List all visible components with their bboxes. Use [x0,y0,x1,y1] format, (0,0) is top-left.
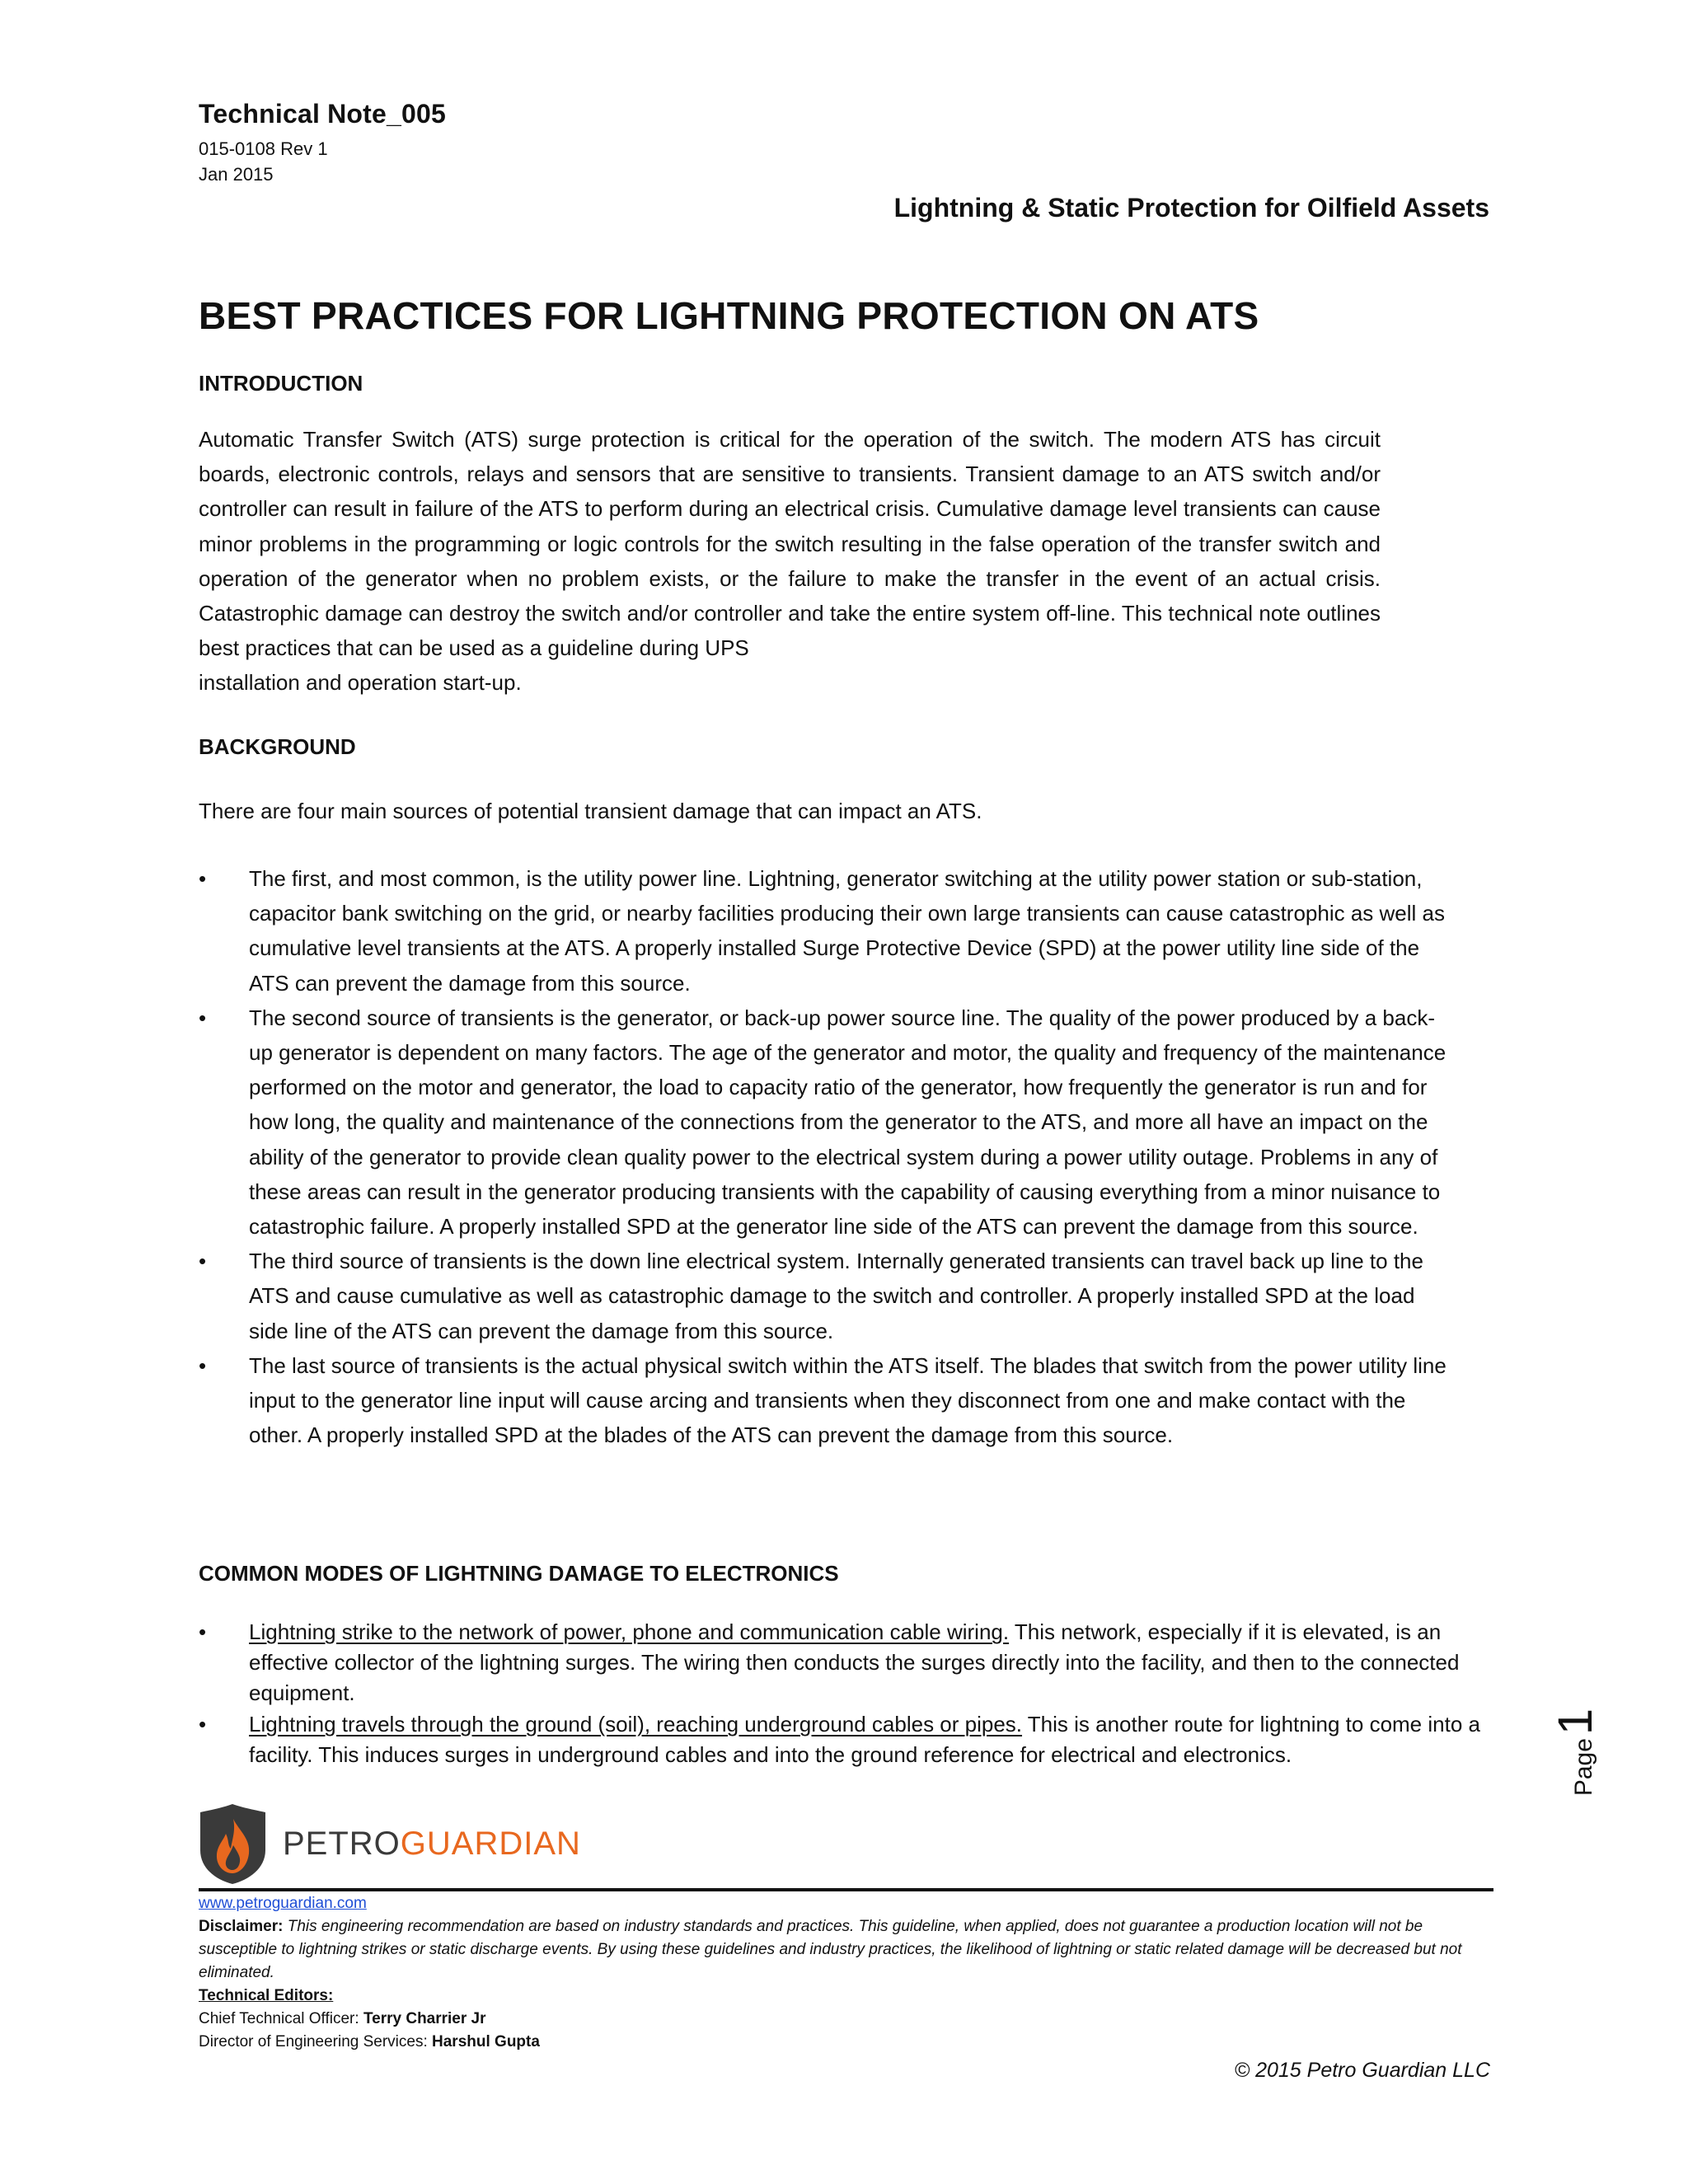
list-item-text: The first, and most common, is the utility power line. Lightning, generator switching at the utility power station or sub-station, capacitor bank switching on the grid, or nearby facilities producing their own large transients can cause catastrophic as well as cumulative level transients at the ATS. A properly installed Surge Protective Device (SPD) at the power utility line side of the ATS can prevent the damage from this source. [249,866,1445,996]
cto-name: Terry Charrier Jr [363,2010,486,2027]
copyright: © 2015 Petro Guardian LLC [1234,2059,1490,2082]
list-item [199,1709,1484,1770]
list-item [199,1617,1484,1708]
page-number-value: 1 [1549,1708,1602,1736]
list-item-lead: Lightning strike to the network of power, phone and communication cable wiring. [249,1619,1010,1644]
list-item [199,861,1451,1001]
bullet-icon: • [199,866,207,891]
section-heading-background: BACKGROUND [199,734,356,759]
page-word: Page [1570,1738,1597,1797]
note-title: Technical Note_005 [199,99,447,129]
document-code: 015-0108 Rev 1 [199,138,328,159]
introduction-body: Automatic Transfer Switch (ATS) surge protection is critical for the operation of the switch. The modern ATS has circuit boards, electronic controls, relays and sensors that are sensitive to transients. Transient damage to an ATS switch and/or controller can result in failure of the ATS to perform during an electrical crisis. Cumulative damage level transients can cause minor problems in the programming or logic controls for the switch resulting in the false operation of the transfer switch and operation of the generator when no problem exists, or the failure to make the transfer in the event of an actual crisis. Catastrophic damage can destroy the switch and/or controller and take the entire system off-line. This technical note outlines best practices that can be used as a guideline during UPS [199,427,1381,661]
technical-editors-heading: Technical Editors: [199,1987,334,2004]
list-item-text: The third source of transients is the down line electrical system. Internally generated transients can travel back up line to the ATS and cause cumulative as well as catastrophic damage to the switch and controller. A properly installed SPD at the load side line of the ATS can prevent the damage from this source. [249,1249,1423,1343]
bullet-icon: • [199,1712,207,1736]
editor-director: Director of Engineering Services: Harshul Gupta [199,2033,540,2050]
editor-cto: Chief Technical Officer: Terry Charrier Jr [199,2010,486,2027]
bullet-icon: • [199,1005,207,1030]
background-intro: There are four main sources of potential transient damage that can impact an ATS. [199,799,982,823]
background-bullet-list [199,861,1451,1452]
bullet-icon: • [199,1619,207,1644]
page-title: BEST PRACTICES FOR LIGHTNING PROTECTION ON ATS [199,294,1259,337]
list-item-text: This network, especially if it is elevated, is an effective collector of the lightning surges. The wiring then conducts the surges directly into the facility, and then to the connected equipment. [249,1619,1460,1705]
section-heading-introduction: INTRODUCTION [199,371,363,396]
introduction-paragraph [199,422,1381,701]
section-heading-common-modes: COMMON MODES OF LIGHTNING DAMAGE TO ELECTRONICS [199,1561,839,1586]
list-item-lead: Lightning travels through the ground (soil), reaching underground cables or pipes. [249,1712,1023,1736]
list-item-text: The last source of transients is the actual physical switch within the ATS itself. The blades that switch from the power utility line input to the generator line input will cause arcing and transients when they disconnect from one and make contact with the other. A properly installed SPD at the blades of the ATS can prevent the damage from this source. [249,1352,1447,1448]
website-link[interactable]: www.petroguardian.com [199,1895,367,1912]
list-item [199,1001,1451,1244]
list-item-text: The second source of transients is the generator, or back-up power source line. The quality of the power produced by a back-up generator is dependent on many factors. The age of the generator and motor, the quality and frequency of the maintenance performed on the motor and generator, the load to capacity ratio of the generator, how frequently the generator is run and for how long, the quality and maintenance of the connections from the generator to the ATS, and more all have an impact on the ability of the generator to provide clean quality power to the electrical system during a power utility outage. Problems in any of these areas can result in the generator producing transients with the capability of causing everything from a minor nuisance to catastrophic failure. A properly installed SPD at the generator line side of the ATS can prevent the damage from this source. [249,1005,1447,1240]
disclaimer-label: Disclaimer: [199,1918,284,1935]
logo-wordmark: PETROGUARDIAN [283,1825,581,1862]
document-date: Jan 2015 [199,164,274,185]
header-subtitle: Lightning & Static Protection for Oilfield Assets [893,193,1489,223]
disclaimer-text: This engineering recommendation are based on industry standards and practices. This guideline, when applied, does not guarantee a production location will not be susceptible to lightning strikes or static discharge events. By using these guidelines and industry practices, the likelihood of lightning or static related damage will be decreased but not eliminated. [199,1918,1462,1981]
bullet-icon: • [199,1249,207,1274]
introduction-last-line: installation and operation start-up. [199,670,522,696]
flame-shield-icon [198,1802,268,1885]
company-logo [198,1802,581,1885]
director-name: Harshul Gupta [432,2033,540,2050]
modes-bullet-list [199,1617,1484,1770]
list-item [199,1244,1451,1348]
footer-divider [199,1888,1493,1891]
bullet-icon: • [199,1352,207,1378]
list-item-text: This is another route for lightning to come into a facility. This induces surges in underground cables and into the ground reference for electrical and electronics. [249,1712,1480,1767]
disclaimer [199,1915,1493,1985]
list-item [199,1348,1451,1453]
page-number [1548,1703,1647,1802]
